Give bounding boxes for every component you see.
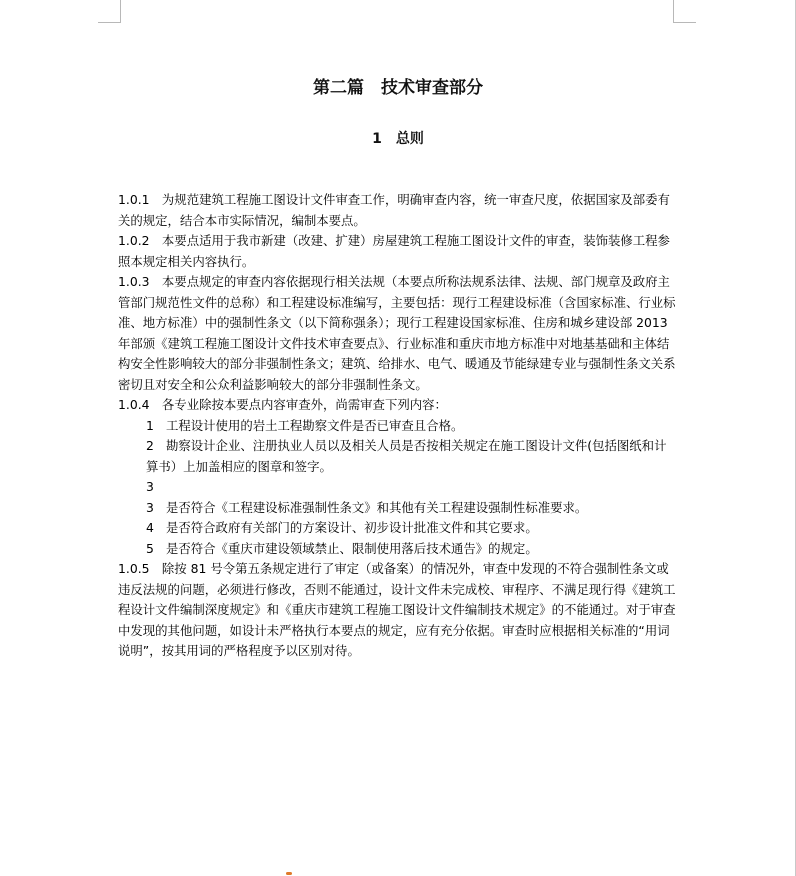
list-item-text: 是否符合《重庆市建设领域禁止、限制使用落后技术通告》的规定。 xyxy=(166,540,538,556)
list-item-number: 4 xyxy=(146,520,154,535)
list-item xyxy=(118,539,678,560)
page-corner-mark-right xyxy=(673,0,696,23)
list-item-number: 3 xyxy=(146,479,154,494)
section-heading: 1 总则 xyxy=(372,131,424,147)
paragraph-1-0-3: 1.0.3 本要点规定的审查内容依据现行相关法规（本要点所称法规系法律、法规、部门规章及政府主管部门规范性文件的总称）和工程建设标准编写，主要包括：现行工程建设标准（含国家标准、行业标准、地方标准）中的强制性条文（以下简称强条）；现行工程建设国家标准、住房和城乡建设部 2013 年部颁《建筑工程施工图设计文件技术审查要点》、行业标准和重庆市地方标准中对地基基础和主体结构安全性影响较大的部分非强制性条文；建筑、给排水、电气、暖通及节能绿建专业与强制性条文关系密切且对安全和公众利益影响较大的部分非强制性条文。 xyxy=(118,274,676,392)
list-item-number: 2 xyxy=(146,438,154,453)
list-item xyxy=(118,518,678,539)
list-item-text: 工程设计使用的岩土工程勘察文件是否已审查且合格。 xyxy=(166,417,464,433)
list-item-text: 是否符合《工程建设标准强制性条文》和其他有关工程建设强制性标准要求。 xyxy=(166,499,588,515)
cursor-mark xyxy=(286,872,292,875)
list-item-number: 5 xyxy=(146,540,154,556)
list-item xyxy=(118,436,678,477)
document-title: 第二篇 技术审查部分 xyxy=(313,78,483,98)
list-item-number: 3 xyxy=(146,499,154,515)
paragraph-1-0-5: 1.0.5 除按 81 号令第五条规定进行了审定（或备案）的情况外，审查中发现的不符合强制性条文或违反法规的问题，必须进行修改，否则不能通过，设计文件未完成校、审程序、不满足现行得《建筑工程设计文件编制深度规定》和《重庆市建筑工程施工图设计文件编制技术规定》的不能通过。对于审查中发现的其他问题，如设计未严格执行本要点的规定，应有充分依据。审查时应根据相关标准的“用词说明”，按其用词的严格程度予以区别对待。 xyxy=(118,561,676,658)
paragraph-1-0-2: 1.0.2 本要点适用于我市新建（改建、扩建）房屋建筑工程施工图设计文件的审查，装饰装修工程参照本规定相关内容执行。 xyxy=(118,233,670,269)
list-item-text: 是否符合政府有关部门的方案设计、初步设计批准文件和其它要求。 xyxy=(166,520,538,535)
list-item xyxy=(118,477,678,498)
document-body xyxy=(118,190,678,662)
paragraph-1-0-1: 1.0.1 为规范建筑工程施工图设计文件审查工作，明确审查内容，统一审查尺度，依据国家及部委有关的规定，结合本市实际情况，编制本要点。 xyxy=(118,192,670,228)
paragraph-1-0-4: 1.0.4 各专业除按本要点内容审查外，尚需审查下列内容： xyxy=(118,397,447,412)
page-corner-mark-left xyxy=(98,0,121,23)
list-item-text: 勘察设计企业、注册执业人员以及相关人员是否按相关规定在施工图设计文件(包括图纸和计算书）上加盖相应的图章和签字。 xyxy=(146,438,667,474)
list-item xyxy=(118,498,678,519)
list-item-number: 1 xyxy=(146,417,154,433)
list-item xyxy=(118,416,678,437)
